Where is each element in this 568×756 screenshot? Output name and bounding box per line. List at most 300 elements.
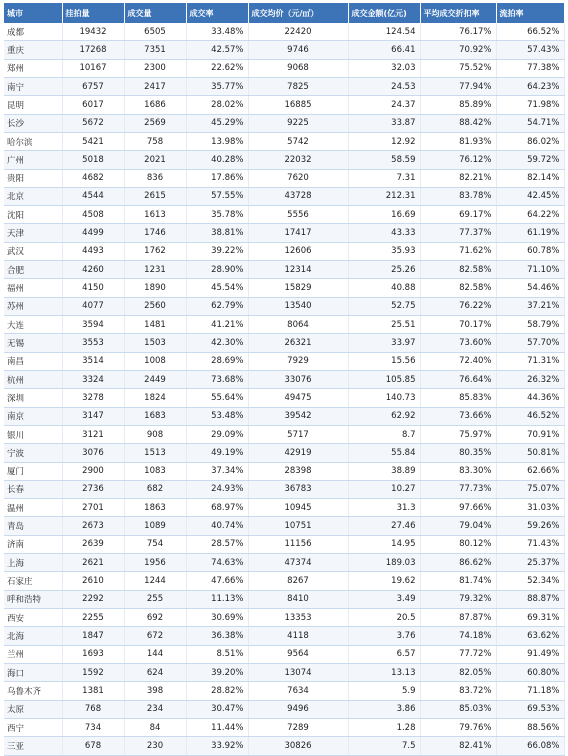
cell-avg-price: 9068 (248, 59, 348, 77)
cell-listings: 19432 (62, 23, 124, 41)
cell-failure-rate: 54.46% (496, 279, 564, 297)
cell-listings: 4493 (62, 242, 124, 260)
cell-deals: 1890 (124, 279, 186, 297)
cell-deal-rate: 53.48% (186, 407, 248, 425)
cell-deal-amount: 12.92 (348, 132, 420, 150)
cell-deal-amount: 15.56 (348, 352, 420, 370)
cell-deals: 1863 (124, 499, 186, 517)
cell-deal-amount: 7.5 (348, 737, 420, 755)
cell-failure-rate: 52.34% (496, 572, 564, 590)
table-row (4, 187, 564, 205)
cell-listings: 734 (62, 718, 124, 736)
cell-deal-rate: 33.48% (186, 23, 248, 41)
cell-city: 石家庄 (4, 572, 62, 590)
table-row (4, 114, 564, 132)
cell-deal-rate: 40.28% (186, 151, 248, 169)
cell-deal-rate: 29.09% (186, 425, 248, 443)
cell-avg-discount: 82.21% (420, 169, 496, 187)
cell-deals: 624 (124, 663, 186, 681)
cell-deals: 2300 (124, 59, 186, 77)
cell-deal-rate: 11.13% (186, 590, 248, 608)
table-row (4, 77, 564, 95)
cell-city: 深圳 (4, 389, 62, 407)
cell-listings: 6757 (62, 77, 124, 95)
cell-failure-rate: 71.10% (496, 261, 564, 279)
cell-failure-rate: 44.36% (496, 389, 564, 407)
cell-avg-price: 13353 (248, 609, 348, 627)
cell-listings: 2736 (62, 480, 124, 498)
cell-city: 北海 (4, 627, 62, 645)
cell-listings: 1847 (62, 627, 124, 645)
cell-avg-discount: 77.73% (420, 480, 496, 498)
cell-city: 贵阳 (4, 169, 62, 187)
cell-city: 昆明 (4, 96, 62, 114)
cell-failure-rate: 63.62% (496, 627, 564, 645)
cell-city: 青岛 (4, 517, 62, 535)
cell-listings: 5672 (62, 114, 124, 132)
cell-deal-amount: 40.88 (348, 279, 420, 297)
cell-failure-rate: 64.22% (496, 206, 564, 224)
cell-deals: 1231 (124, 261, 186, 279)
cell-avg-discount: 76.12% (420, 151, 496, 169)
cell-avg-discount: 79.04% (420, 517, 496, 535)
cell-deals: 692 (124, 609, 186, 627)
cell-deal-rate: 13.98% (186, 132, 248, 150)
cell-deal-rate: 68.97% (186, 499, 248, 517)
cell-deal-amount: 20.5 (348, 609, 420, 627)
cell-deal-rate: 28.57% (186, 535, 248, 553)
cell-listings: 3147 (62, 407, 124, 425)
cell-deal-rate: 28.90% (186, 261, 248, 279)
cell-avg-discount: 82.58% (420, 261, 496, 279)
header-listings: 挂拍量 (62, 3, 124, 23)
cell-failure-rate: 57.70% (496, 334, 564, 352)
cell-city: 南京 (4, 407, 62, 425)
cell-avg-price: 22032 (248, 151, 348, 169)
cell-avg-discount: 74.18% (420, 627, 496, 645)
cell-avg-price: 10751 (248, 517, 348, 535)
header-row (4, 3, 564, 23)
cell-avg-discount: 71.62% (420, 242, 496, 260)
cell-avg-price: 7634 (248, 682, 348, 700)
cell-deal-amount: 140.73 (348, 389, 420, 407)
cell-avg-discount: 77.72% (420, 645, 496, 663)
cell-avg-discount: 83.78% (420, 187, 496, 205)
cell-deal-amount: 212.31 (348, 187, 420, 205)
cell-deal-amount: 124.54 (348, 23, 420, 41)
cell-avg-price: 12606 (248, 242, 348, 260)
cell-listings: 3121 (62, 425, 124, 443)
cell-avg-discount: 82.05% (420, 663, 496, 681)
cell-city: 济南 (4, 535, 62, 553)
cell-listings: 3553 (62, 334, 124, 352)
cell-deals: 2021 (124, 151, 186, 169)
cell-avg-price: 8410 (248, 590, 348, 608)
cell-avg-price: 5717 (248, 425, 348, 443)
cell-city: 合肥 (4, 261, 62, 279)
cell-listings: 4508 (62, 206, 124, 224)
cell-avg-price: 10945 (248, 499, 348, 517)
cell-avg-price: 12314 (248, 261, 348, 279)
cell-avg-price: 9564 (248, 645, 348, 663)
cell-deal-rate: 45.29% (186, 114, 248, 132)
cell-avg-price: 8267 (248, 572, 348, 590)
cell-deals: 1613 (124, 206, 186, 224)
cell-deal-amount: 24.53 (348, 77, 420, 95)
cell-deal-rate: 30.47% (186, 700, 248, 718)
cell-listings: 10167 (62, 59, 124, 77)
cell-listings: 2673 (62, 517, 124, 535)
cell-avg-price: 7929 (248, 352, 348, 370)
cell-avg-price: 4118 (248, 627, 348, 645)
cell-deal-amount: 6.57 (348, 645, 420, 663)
cell-avg-discount: 79.76% (420, 718, 496, 736)
cell-avg-discount: 81.74% (420, 572, 496, 590)
table-container (4, 3, 564, 756)
cell-deal-amount: 16.69 (348, 206, 420, 224)
cell-listings: 768 (62, 700, 124, 718)
cell-city: 无锡 (4, 334, 62, 352)
cell-city: 兰州 (4, 645, 62, 663)
cell-deal-amount: 189.03 (348, 554, 420, 572)
cell-city: 郑州 (4, 59, 62, 77)
cell-deal-rate: 17.86% (186, 169, 248, 187)
cell-failure-rate: 91.49% (496, 645, 564, 663)
cell-avg-discount: 82.41% (420, 737, 496, 755)
cell-avg-discount: 73.60% (420, 334, 496, 352)
cell-avg-price: 5556 (248, 206, 348, 224)
cell-listings: 678 (62, 737, 124, 755)
cell-deal-rate: 42.57% (186, 41, 248, 59)
cell-avg-price: 39542 (248, 407, 348, 425)
cell-failure-rate: 75.07% (496, 480, 564, 498)
cell-deal-rate: 28.82% (186, 682, 248, 700)
cell-listings: 4260 (62, 261, 124, 279)
cell-avg-discount: 79.32% (420, 590, 496, 608)
cell-failure-rate: 82.14% (496, 169, 564, 187)
cell-avg-discount: 70.92% (420, 41, 496, 59)
table-body (4, 23, 564, 755)
cell-deals: 84 (124, 718, 186, 736)
cell-city: 乌鲁木齐 (4, 682, 62, 700)
cell-deal-rate: 45.54% (186, 279, 248, 297)
cell-city: 温州 (4, 499, 62, 517)
header-deals: 成交量 (124, 3, 186, 23)
cell-city: 太原 (4, 700, 62, 718)
cell-avg-price: 26321 (248, 334, 348, 352)
cell-deal-amount: 14.95 (348, 535, 420, 553)
cell-listings: 3324 (62, 370, 124, 388)
cell-failure-rate: 88.56% (496, 718, 564, 736)
cell-failure-rate: 57.43% (496, 41, 564, 59)
cell-listings: 4544 (62, 187, 124, 205)
cell-deal-rate: 39.20% (186, 663, 248, 681)
cell-deals: 1683 (124, 407, 186, 425)
cell-deals: 908 (124, 425, 186, 443)
cell-avg-price: 11156 (248, 535, 348, 553)
cell-avg-discount: 76.17% (420, 23, 496, 41)
header-deal-rate: 成交率 (186, 3, 248, 23)
cell-failure-rate: 60.80% (496, 663, 564, 681)
cell-deal-amount: 25.26 (348, 261, 420, 279)
cell-deal-rate: 24.93% (186, 480, 248, 498)
cell-avg-price: 42919 (248, 444, 348, 462)
table-row (4, 132, 564, 150)
cell-avg-price: 9225 (248, 114, 348, 132)
cell-listings: 3514 (62, 352, 124, 370)
table-row (4, 499, 564, 517)
cell-city: 上海 (4, 554, 62, 572)
cell-avg-discount: 75.52% (420, 59, 496, 77)
cell-listings: 4077 (62, 297, 124, 315)
cell-avg-discount: 85.89% (420, 96, 496, 114)
cell-avg-discount: 85.03% (420, 700, 496, 718)
cell-deal-amount: 35.93 (348, 242, 420, 260)
cell-failure-rate: 59.72% (496, 151, 564, 169)
cell-listings: 1693 (62, 645, 124, 663)
table-row (4, 41, 564, 59)
cell-avg-price: 33076 (248, 370, 348, 388)
data-table (4, 3, 565, 756)
cell-failure-rate: 50.81% (496, 444, 564, 462)
cell-failure-rate: 71.31% (496, 352, 564, 370)
cell-avg-price: 17417 (248, 224, 348, 242)
table-row (4, 23, 564, 41)
cell-city: 大连 (4, 316, 62, 334)
cell-city: 长春 (4, 480, 62, 498)
cell-failure-rate: 71.18% (496, 682, 564, 700)
cell-avg-discount: 72.40% (420, 352, 496, 370)
table-row (4, 663, 564, 681)
cell-deals: 1686 (124, 96, 186, 114)
cell-listings: 2621 (62, 554, 124, 572)
cell-deals: 1746 (124, 224, 186, 242)
cell-deal-amount: 19.62 (348, 572, 420, 590)
cell-deal-amount: 24.37 (348, 96, 420, 114)
cell-deal-rate: 38.81% (186, 224, 248, 242)
cell-avg-discount: 86.62% (420, 554, 496, 572)
cell-avg-discount: 97.66% (420, 499, 496, 517)
cell-deal-rate: 36.38% (186, 627, 248, 645)
cell-failure-rate: 86.02% (496, 132, 564, 150)
cell-avg-discount: 83.72% (420, 682, 496, 700)
cell-avg-discount: 80.35% (420, 444, 496, 462)
header-city: 城市 (4, 3, 62, 23)
cell-deal-rate: 57.55% (186, 187, 248, 205)
cell-deal-rate: 28.02% (186, 96, 248, 114)
cell-deals: 1824 (124, 389, 186, 407)
cell-deal-amount: 10.27 (348, 480, 420, 498)
cell-avg-price: 15829 (248, 279, 348, 297)
cell-avg-discount: 82.58% (420, 279, 496, 297)
table-row (4, 352, 564, 370)
cell-failure-rate: 58.79% (496, 316, 564, 334)
cell-listings: 2610 (62, 572, 124, 590)
cell-listings: 1381 (62, 682, 124, 700)
cell-listings: 3278 (62, 389, 124, 407)
cell-listings: 2255 (62, 609, 124, 627)
table-row (4, 96, 564, 114)
cell-deals: 754 (124, 535, 186, 553)
cell-deal-rate: 55.64% (186, 389, 248, 407)
cell-deals: 6505 (124, 23, 186, 41)
cell-avg-discount: 69.17% (420, 206, 496, 224)
cell-city: 北京 (4, 187, 62, 205)
cell-avg-price: 13540 (248, 297, 348, 315)
cell-deal-amount: 7.31 (348, 169, 420, 187)
cell-avg-discount: 81.93% (420, 132, 496, 150)
cell-deal-rate: 49.19% (186, 444, 248, 462)
cell-city: 厦门 (4, 462, 62, 480)
cell-deals: 1956 (124, 554, 186, 572)
cell-failure-rate: 31.03% (496, 499, 564, 517)
cell-deal-rate: 35.77% (186, 77, 248, 95)
cell-deal-rate: 8.51% (186, 645, 248, 663)
cell-deal-amount: 58.59 (348, 151, 420, 169)
cell-deal-amount: 31.3 (348, 499, 420, 517)
cell-deals: 1762 (124, 242, 186, 260)
cell-listings: 3594 (62, 316, 124, 334)
cell-deal-amount: 43.33 (348, 224, 420, 242)
cell-avg-discount: 76.22% (420, 297, 496, 315)
cell-listings: 2900 (62, 462, 124, 480)
cell-failure-rate: 54.71% (496, 114, 564, 132)
cell-avg-discount: 80.12% (420, 535, 496, 553)
table-row (4, 554, 564, 572)
cell-deal-amount: 55.84 (348, 444, 420, 462)
table-row (4, 389, 564, 407)
cell-deal-rate: 22.62% (186, 59, 248, 77)
table-row (4, 316, 564, 334)
cell-avg-discount: 85.83% (420, 389, 496, 407)
cell-avg-discount: 83.30% (420, 462, 496, 480)
cell-deal-rate: 33.92% (186, 737, 248, 755)
cell-deals: 758 (124, 132, 186, 150)
cell-avg-price: 28398 (248, 462, 348, 480)
cell-failure-rate: 62.66% (496, 462, 564, 480)
cell-deals: 2569 (124, 114, 186, 132)
cell-listings: 5018 (62, 151, 124, 169)
cell-avg-price: 49475 (248, 389, 348, 407)
cell-deal-amount: 8.7 (348, 425, 420, 443)
cell-avg-price: 8064 (248, 316, 348, 334)
cell-city: 南宁 (4, 77, 62, 95)
cell-avg-discount: 87.87% (420, 609, 496, 627)
cell-deal-rate: 37.34% (186, 462, 248, 480)
cell-listings: 4499 (62, 224, 124, 242)
cell-deals: 682 (124, 480, 186, 498)
cell-failure-rate: 37.21% (496, 297, 564, 315)
cell-deal-amount: 105.85 (348, 370, 420, 388)
cell-deal-amount: 5.9 (348, 682, 420, 700)
cell-city: 广州 (4, 151, 62, 169)
table-row (4, 242, 564, 260)
cell-city: 哈尔滨 (4, 132, 62, 150)
cell-deal-rate: 74.63% (186, 554, 248, 572)
cell-deal-rate: 11.44% (186, 718, 248, 736)
cell-avg-price: 5742 (248, 132, 348, 150)
cell-failure-rate: 66.52% (496, 23, 564, 41)
header-deal-amount: 成交金额(亿元) (348, 3, 420, 23)
cell-deal-rate: 47.66% (186, 572, 248, 590)
cell-avg-price: 7289 (248, 718, 348, 736)
cell-deal-rate: 42.30% (186, 334, 248, 352)
table-row (4, 627, 564, 645)
cell-listings: 5421 (62, 132, 124, 150)
cell-city: 海口 (4, 663, 62, 681)
cell-deal-rate: 39.22% (186, 242, 248, 260)
cell-avg-discount: 73.66% (420, 407, 496, 425)
cell-deal-rate: 28.69% (186, 352, 248, 370)
cell-city: 西宁 (4, 718, 62, 736)
cell-listings: 17268 (62, 41, 124, 59)
cell-avg-discount: 77.94% (420, 77, 496, 95)
cell-deal-rate: 62.79% (186, 297, 248, 315)
cell-deals: 398 (124, 682, 186, 700)
cell-deal-amount: 13.13 (348, 663, 420, 681)
cell-avg-price: 47374 (248, 554, 348, 572)
cell-deal-rate: 40.74% (186, 517, 248, 535)
header-avg-discount: 平均成交折扣率 (420, 3, 496, 23)
cell-deals: 2560 (124, 297, 186, 315)
cell-city: 西安 (4, 609, 62, 627)
cell-avg-discount: 88.42% (420, 114, 496, 132)
cell-failure-rate: 69.31% (496, 609, 564, 627)
cell-city: 银川 (4, 425, 62, 443)
table-row (4, 206, 564, 224)
table-row (4, 737, 564, 755)
cell-city: 苏州 (4, 297, 62, 315)
cell-failure-rate: 64.23% (496, 77, 564, 95)
cell-city: 天津 (4, 224, 62, 242)
table-row (4, 590, 564, 608)
cell-failure-rate: 77.38% (496, 59, 564, 77)
cell-listings: 4150 (62, 279, 124, 297)
cell-avg-price: 16885 (248, 96, 348, 114)
cell-failure-rate: 42.45% (496, 187, 564, 205)
cell-avg-discount: 70.17% (420, 316, 496, 334)
cell-avg-price: 13074 (248, 663, 348, 681)
cell-deals: 1008 (124, 352, 186, 370)
cell-listings: 6017 (62, 96, 124, 114)
table-row (4, 535, 564, 553)
header-failure-rate: 流拍率 (496, 3, 564, 23)
table-row (4, 444, 564, 462)
cell-deals: 2417 (124, 77, 186, 95)
cell-listings: 2701 (62, 499, 124, 517)
table-row (4, 151, 564, 169)
cell-deal-rate: 41.21% (186, 316, 248, 334)
cell-city: 成都 (4, 23, 62, 41)
table-row (4, 334, 564, 352)
cell-deals: 2449 (124, 370, 186, 388)
cell-city: 呼和浩特 (4, 590, 62, 608)
cell-avg-price: 7620 (248, 169, 348, 187)
cell-deal-rate: 73.68% (186, 370, 248, 388)
table-row (4, 370, 564, 388)
cell-listings: 4682 (62, 169, 124, 187)
cell-failure-rate: 61.19% (496, 224, 564, 242)
table-row (4, 169, 564, 187)
table-row (4, 279, 564, 297)
cell-deal-amount: 1.28 (348, 718, 420, 736)
cell-failure-rate: 88.87% (496, 590, 564, 608)
cell-deals: 1503 (124, 334, 186, 352)
cell-listings: 2639 (62, 535, 124, 553)
cell-avg-price: 7825 (248, 77, 348, 95)
cell-failure-rate: 25.37% (496, 554, 564, 572)
cell-avg-discount: 77.37% (420, 224, 496, 242)
